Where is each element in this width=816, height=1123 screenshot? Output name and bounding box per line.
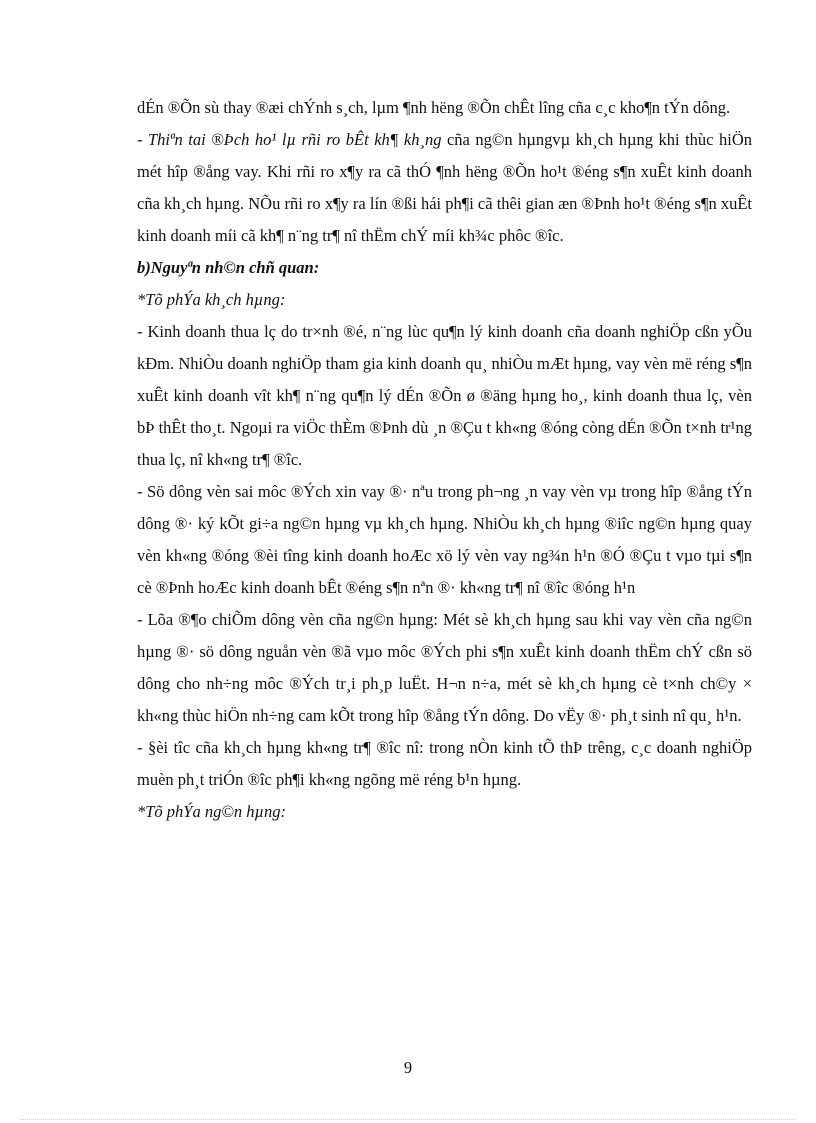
natural-disaster-text: cña ng©n hµngvµ kh¸ch hµng khi thùc hiÖn mét hîp ®ång vay. Khi rñi ro x¶y ra cã thÓ ¶nh hëng ®Õn ho¹t ®éng s¶n xuÊt kinh doanh cña kh¸ch hµng. NÕu rñi ro x¶y ra lín ®ßi hái ph¶i cã thêi gian æn ®Þnh ho¹t ®éng s¶n xuÊt kinh doanh míi cã kh¶ n¨ng tr¶ nî thËm chÝ míi kh¾c phôc ®îc.	[137, 130, 752, 245]
subheading-from-customer: *Tõ phÝa kh¸ch hµng:	[137, 290, 286, 309]
paragraph-fraud: - Lõa ®¶o chiÕm dông vèn cña ng©n hµng: Mét sè kh¸ch hµng sau khi vay vèn cña ng©n hµng ®· sö dông nguån vèn ®ã vµo môc ®Ých phi s¶n xuÊt kinh doanh thËm chÝ cßn sö dông cho nh÷ng môc ®Ých tr¸i ph¸p luËt. H¬n n÷a, mét sè kh¸ch hµng cè t×nh ch©y × kh«ng thùc hiÖn nh÷ng cam kÕt trong hîp ®ång tÝn dông. Do vËy ®· ph¸t sinh nî qu¸ h¹n.	[137, 610, 752, 725]
subheading-from-bank: *Tõ phÝa ng©n hµng:	[137, 802, 287, 821]
paragraph-business-loss: - Kinh doanh thua lç do tr×nh ®é, n¨ng lùc qu¶n lý kinh doanh cña doanh nghiÖp cßn yÕu kÐm. NhiÒu doanh nghiÖp tham gia kinh doanh qu¸ nhiÒu mÆt hµng, vay vèn më réng s¶n xuÊt kinh doanh vît kh¶ n¨ng qu¶n lý dÉn ®Õn ø ®äng hµng ho¸, kinh doanh thua lç, vèn bÞ thÊt tho¸t. Ngoµi ra viÖc thÈm ®Þnh dù ¸n ®Çu t kh«ng ®óng còng dÉn ®Õn t×nh tr¹ng thua lç, nî kh«ng tr¶ ®îc.	[137, 322, 752, 469]
page-bottom-divider	[20, 1119, 796, 1120]
paragraph-policy-continuation: dÉn ®Õn sù thay ®æi chÝnh s¸ch, lµm ¶nh hëng ®Õn chÊt lîng cña c¸c kho¶n tÝn dông.	[137, 98, 731, 117]
paragraph-unable-to-repay: - §èi tîc cña kh¸ch hµng kh«ng tr¶ ®îc nî: trong nÒn kinh tÕ thÞ trêng, c¸c doanh nghiÖp muèn ph¸t triÓn ®îc ph¶i kh«ng ngõng më réng b¹n hµng.	[137, 738, 752, 789]
paragraph-misuse-of-loan: - Sö dông vèn sai môc ®Ých xin vay ®· nªu trong ph¬ng ¸n vay vèn vµ trong hîp ®ång tÝn dông ®· ký kÕt gi÷a ng©n hµng vµ kh¸ch hµng. NhiÒu kh¸ch hµng ®iîc ng©n hµng quay vèn kh«ng ®óng ®èi tîng kinh doanh hoÆc xö lý vèn vay ng¾n h¹n ®Ó ®Çu t vµo tµi s¶n cè ®Þnh hoÆc kinh doanh bÊt ®éng s¶n nªn ®· kh«ng tr¶ nî ®îc ®óng h¹n	[137, 482, 752, 597]
body-text	[137, 92, 752, 828]
paragraph-natural-disaster	[137, 124, 752, 252]
page-number: 9	[403, 1058, 413, 1077]
heading-subjective-causes: b)Nguyªn nh©n chñ quan:	[137, 258, 320, 277]
natural-disaster-lead: - Thiªn tai ®Þch ho¹ lµ rñi ro bÊt kh¶ kh¸ng	[137, 130, 442, 149]
